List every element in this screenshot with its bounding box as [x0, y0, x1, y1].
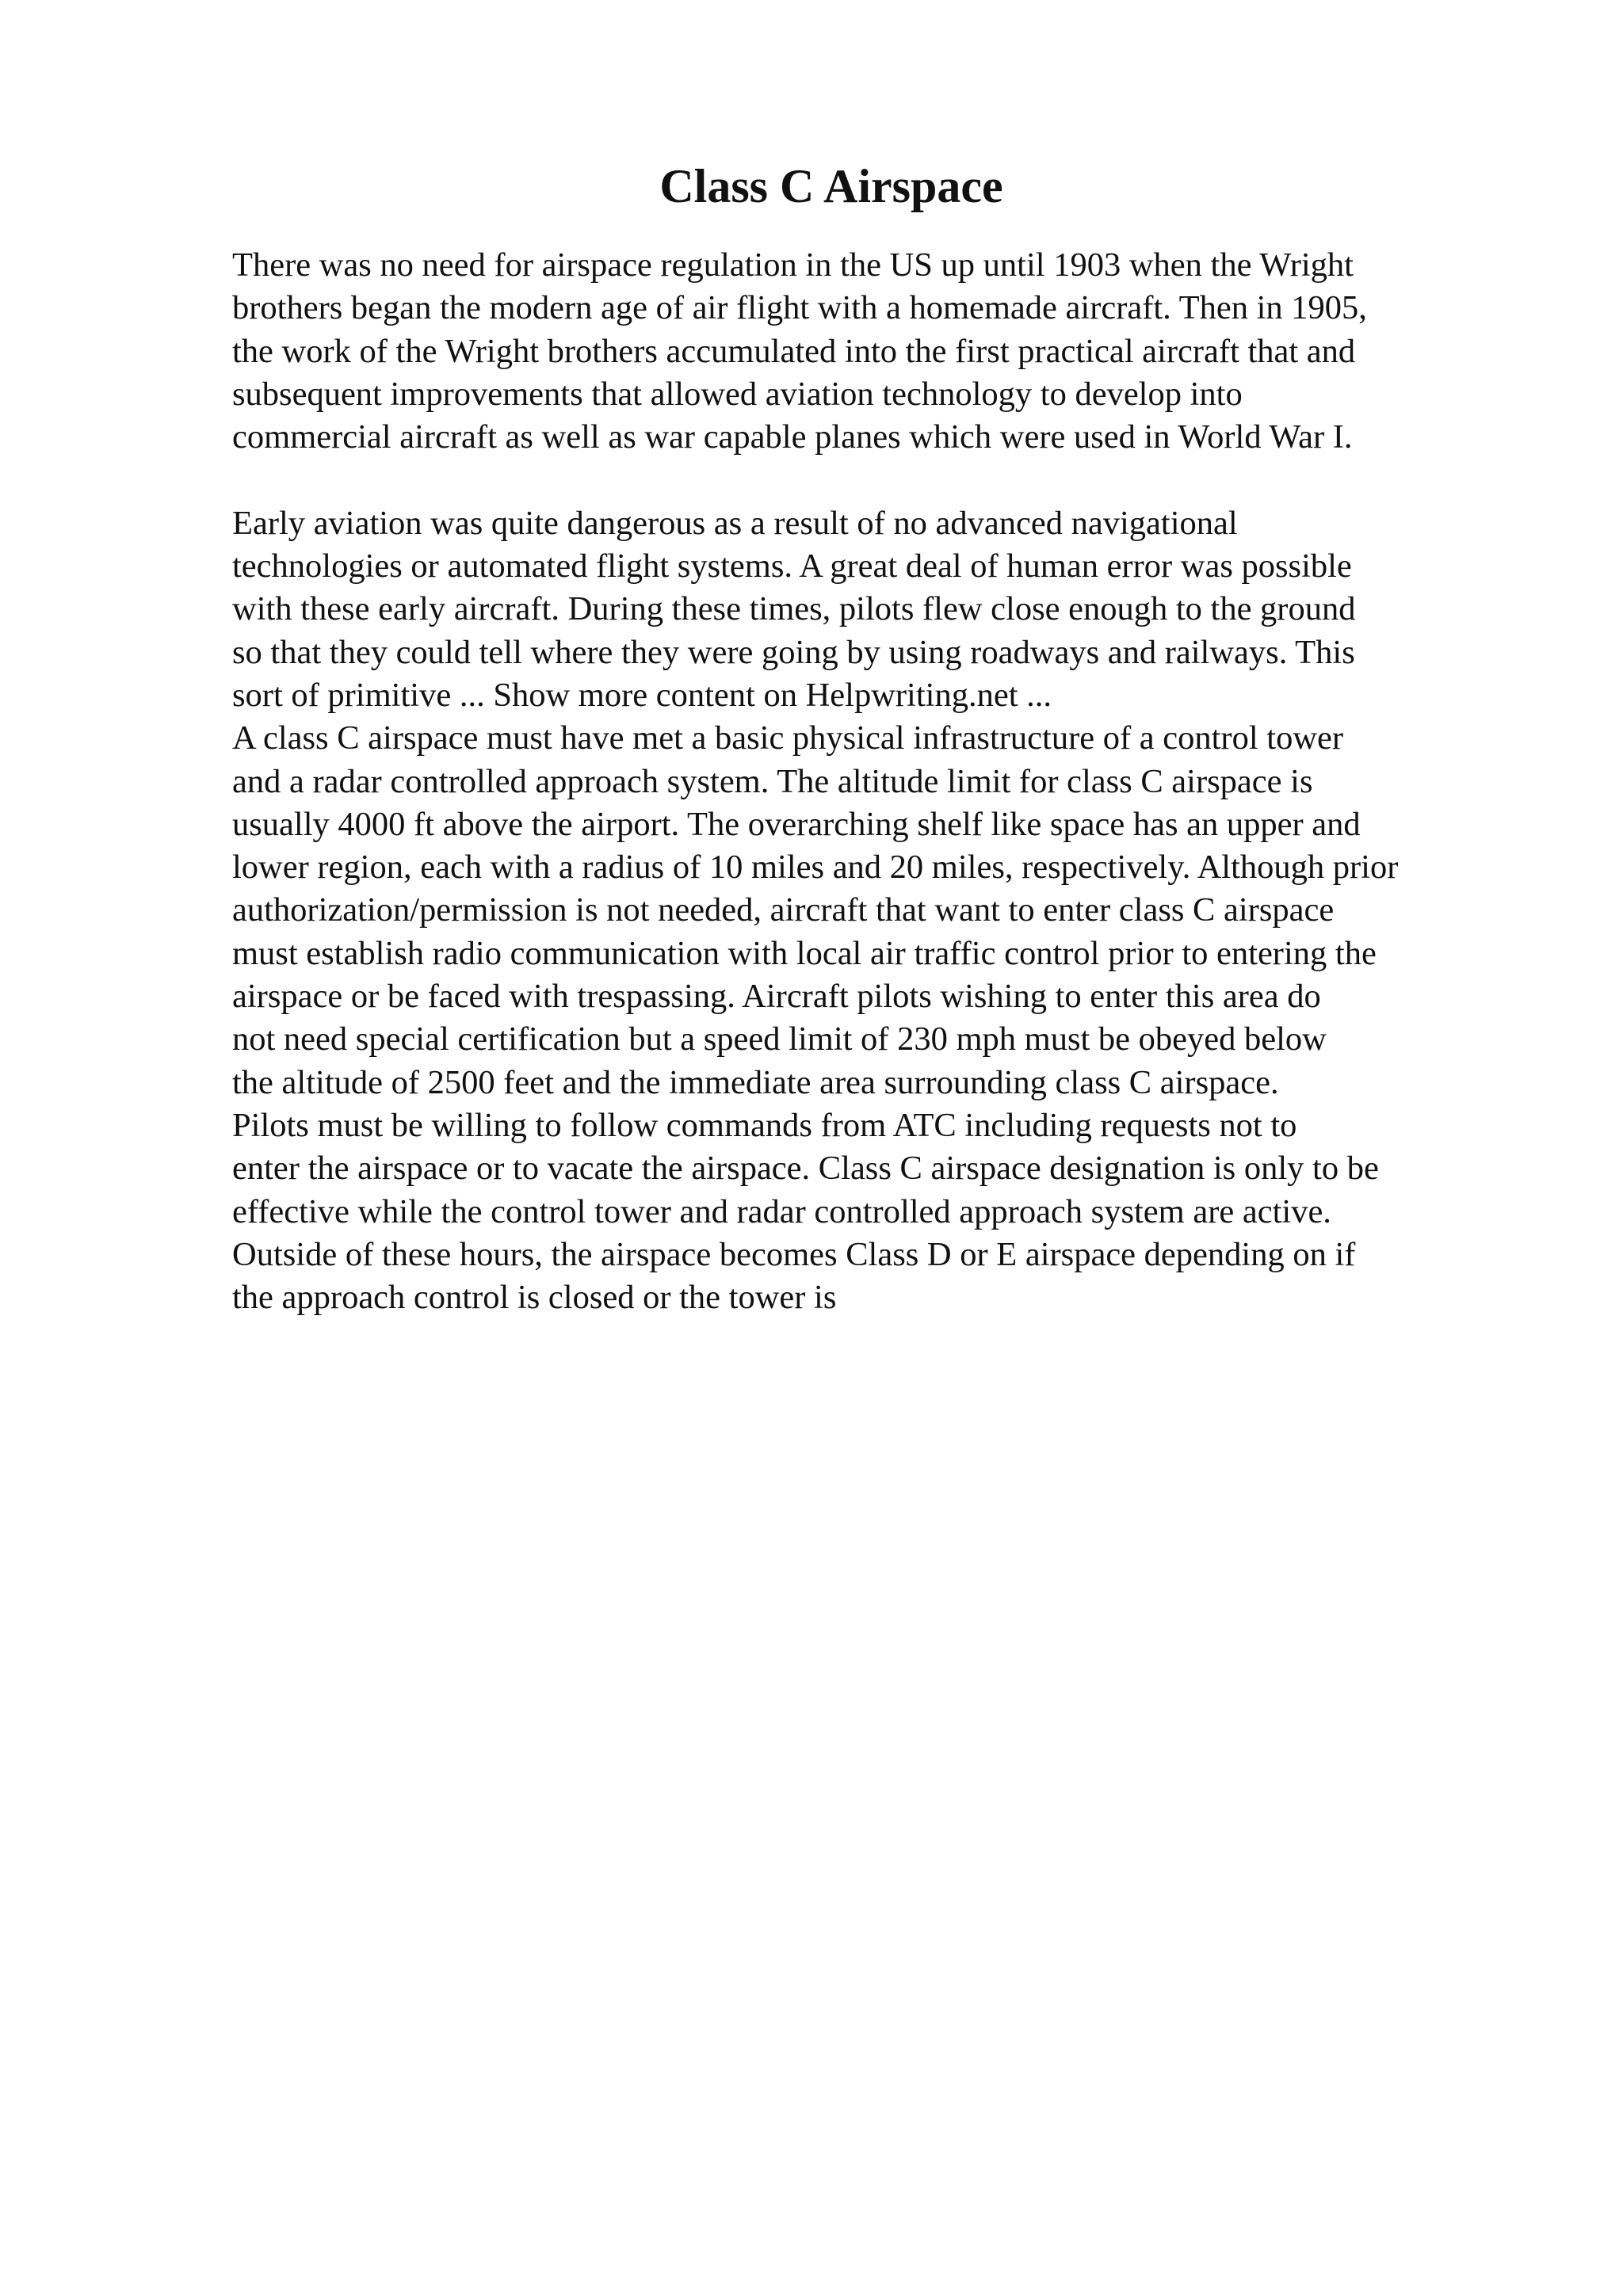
paragraph-line: enter the airspace or to vacate the airspace. Class C airspace designation is only to be	[232, 1150, 1379, 1188]
paragraph-line: and a radar controlled approach system. The altitude limit for class C airspace is	[232, 762, 1313, 800]
paragraph-line: technologies or automated flight systems. A great deal of human error was possible	[232, 547, 1352, 585]
paragraph-1	[232, 244, 1532, 459]
paragraph-line: Pilots must be willing to follow commands from ATC including requests not to	[232, 1106, 1297, 1144]
paragraph-line: Outside of these hours, the airspace becomes Class D or E airspace depending on if	[232, 1235, 1356, 1273]
paragraph-line: with these early aircraft. During these times, pilots flew close enough to the ground	[232, 590, 1356, 628]
paragraph-line: the altitude of 2500 feet and the immediate area surrounding class C airspace.	[232, 1063, 1279, 1101]
paragraph-line: lower region, each with a radius of 10 miles and 20 miles, respectively. Although prior	[232, 849, 1399, 887]
paragraph-line: so that they could tell where they were going by using roadways and railways. This	[232, 633, 1355, 671]
paragraph-line: brothers began the modern age of air flight with a homemade aircraft. Then in 1905,	[232, 289, 1367, 327]
paragraph-line: subsequent improvements that allowed aviation technology to develop into	[232, 375, 1243, 413]
paragraph-line: authorization/permission is not needed, aircraft that want to enter class C airspace	[232, 891, 1335, 929]
paragraph-line: airspace or be faced with trespassing. Aircraft pilots wishing to enter this area do	[232, 978, 1321, 1016]
paragraph-line: There was no need for airspace regulation in the US up until 1903 when the Wright	[232, 246, 1354, 284]
paragraph-line: effective while the control tower and radar controlled approach system are active.	[232, 1192, 1331, 1230]
document-body	[232, 244, 1532, 1319]
paragraph-line: A class C airspace must have met a basic physical infrastructure of a control tower	[232, 719, 1344, 757]
paragraph-2	[232, 502, 1532, 717]
paragraph-line: usually 4000 ft above the airport. The overarching shelf like space has an upper and	[232, 805, 1361, 843]
paragraph-line: the work of the Wright brothers accumulated into the first practical aircraft that and	[232, 332, 1356, 370]
paragraph-line: sort of primitive ... Show more content on Helpwriting.net ...	[232, 676, 1052, 714]
paragraph-spacer	[232, 459, 1532, 502]
document-title: Class C Airspace	[659, 160, 1003, 212]
paragraph-line: must establish radio communication with local air traffic control prior to entering the	[232, 934, 1377, 972]
paragraph-line: the approach control is closed or the tower is	[232, 1279, 837, 1317]
paragraph-3	[232, 717, 1532, 1319]
paragraph-line: Early aviation was quite dangerous as a result of no advanced navigational	[232, 504, 1238, 542]
paragraph-line: commercial aircraft as well as war capable planes which were used in World War I.	[232, 418, 1353, 456]
paragraph-line: not need special certification but a speed limit of 230 mph must be obeyed below	[232, 1020, 1327, 1058]
